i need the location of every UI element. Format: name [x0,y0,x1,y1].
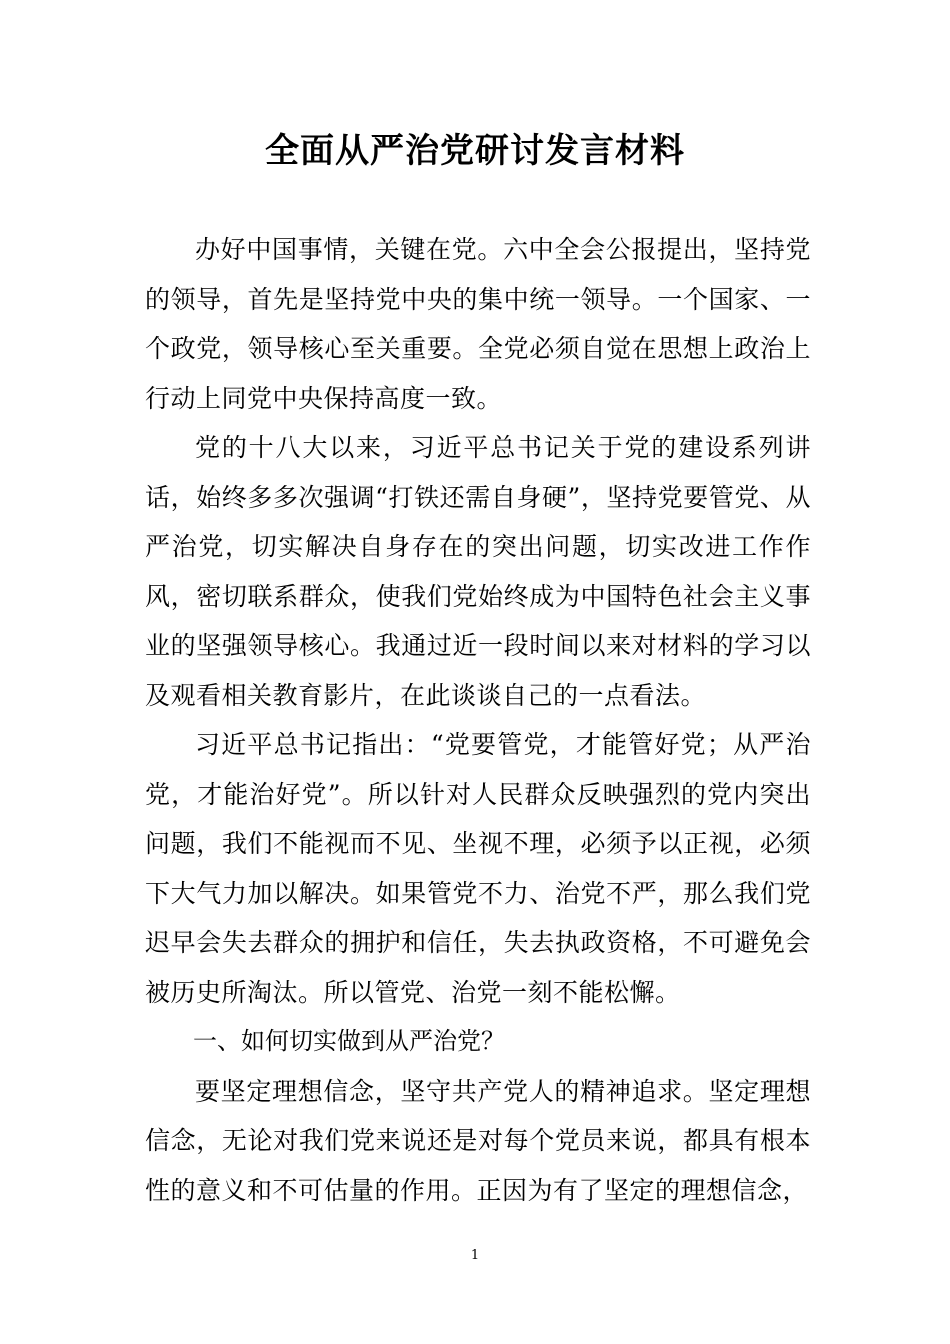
paragraph-2: 党的十八大以来，习近平总书记关于党的建设系列讲话，始终多多次强调“打铁还需自身硬”，坚持党要管党、从严治党，切实解决自身存在的突出问题，切实改进工作作风，密切联系群众，使我们党始终成为中国特色社会主义事业的坚强领导核心。我通过近一段时间以来对材料的学习以及观看相关教育影片，在此谈谈自己的一点看法。 [145,433,811,710]
page-number: 1 [470,1248,480,1263]
document-title: 全面从严治党研讨发言材料 [265,131,685,171]
paragraph-3: 习近平总书记指出：“党要管党，才能管好党；从严治党，才能治好党”。所以针对人民群众反映强烈的党内突出问题，我们不能视而不见、坐视不理，必须予以正视，必须下大气力加以解决。如果管党不力、治党不严，那么我们党迟早会失去群众的拥护和信任，失去执政资格，不可避免会被历史所淘汰。所以管党、治党一刻不能松懈。 [145,730,811,1007]
section-paragraph: 要坚定理想信念，坚守共产党人的精神追求。坚定理想信念，无论对我们党来说还是对每个党员来说，都具有根本性的意义和不可估量的作用。正因为有了坚定的理想信念， [145,1076,811,1205]
document-body [145,225,811,1215]
paragraph-1: 办好中国事情，关键在党。六中全会公报提出，坚持党的领导，首先是坚持党中央的集中统一领导。一个国家、一个政党，领导核心至关重要。全党必须自觉在思想上政治上行动上同党中央保持高度一致。 [145,235,811,413]
section-heading: 一、如何切实做到从严治党？ [193,1027,505,1055]
